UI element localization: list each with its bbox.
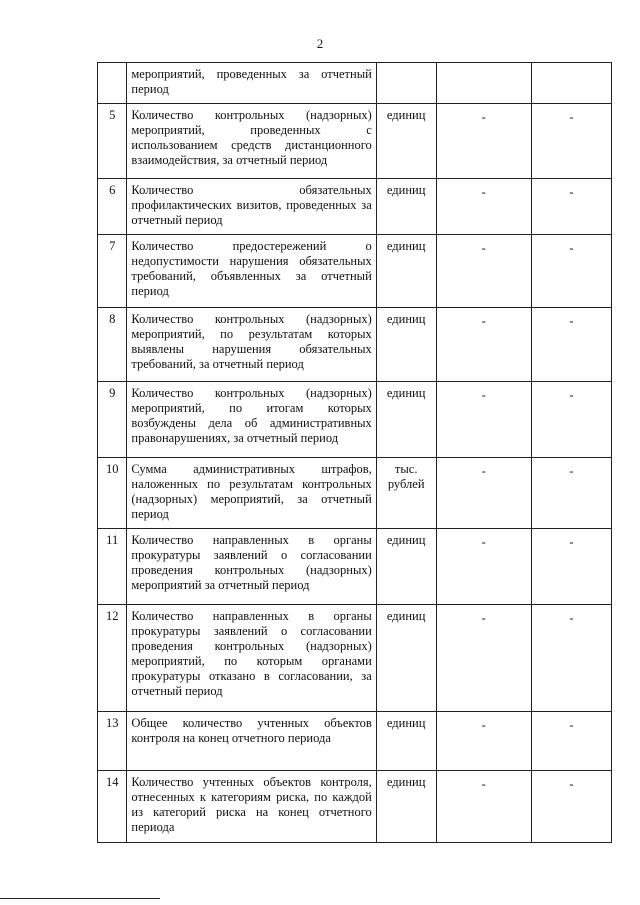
dash-value: -	[569, 535, 574, 549]
value-cell-2	[531, 235, 611, 308]
dash-value: -	[481, 464, 486, 478]
unit-cell: единиц	[376, 712, 436, 771]
value-cell-2	[531, 771, 611, 843]
dash-value: -	[481, 241, 486, 255]
indicator-name: Количество контрольных (надзорных) мероприятий, по итогам которых возбуждены дела об административных правонарушениях, за отчетный период	[127, 382, 376, 458]
dash-value: -	[481, 777, 486, 791]
row-number: 14	[98, 771, 127, 843]
value-cell-1	[436, 605, 531, 712]
value-cell-1	[436, 458, 531, 529]
value-cell-1	[436, 104, 531, 179]
unit-cell: единиц	[376, 179, 436, 235]
indicator-name: Количество контрольных (надзорных) мероприятий, по результатам которых выявлены нарушения обязательных требований, за отчетный период	[127, 308, 376, 382]
report-table	[97, 62, 612, 843]
row-number	[98, 63, 127, 104]
indicator-name: Количество контрольных (надзорных) мероприятий, проведенных с использованием средств дистанционного взаимодействия, за отчетный период	[127, 104, 376, 179]
row-number: 9	[98, 382, 127, 458]
table-row	[98, 179, 612, 235]
dash-value: -	[481, 388, 486, 402]
dash-value: -	[569, 185, 574, 199]
dash-value: -	[481, 185, 486, 199]
indicator-name: Количество учтенных объектов контроля, отнесенных к категориям риска, по каждой из категорий риска на конец отчетного периода	[127, 771, 376, 843]
value-cell-1	[436, 308, 531, 382]
row-number: 7	[98, 235, 127, 308]
dash-value: -	[569, 314, 574, 328]
indicator-name: Общее количество учтенных объектов контроля на конец отчетного периода	[127, 712, 376, 771]
table-row	[98, 458, 612, 529]
indicator-name: Количество обязательных профилактических визитов, проведенных за отчетный период	[127, 179, 376, 235]
value-cell-2	[531, 712, 611, 771]
dash-value: -	[481, 718, 486, 732]
row-number: 12	[98, 605, 127, 712]
row-number: 11	[98, 529, 127, 605]
dash-value: -	[569, 777, 574, 791]
indicator-name: Сумма административных штрафов, наложенных по результатам контрольных (надзорных) мероприятий, за отчетный период	[127, 458, 376, 529]
value-cell-2	[531, 308, 611, 382]
dash-value: -	[569, 464, 574, 478]
unit-cell: единиц	[376, 605, 436, 712]
value-cell-2	[531, 605, 611, 712]
dash-value: -	[569, 110, 574, 124]
unit-cell: единиц	[376, 235, 436, 308]
value-cell-1	[436, 712, 531, 771]
row-number: 5	[98, 104, 127, 179]
dash-value: -	[569, 611, 574, 625]
indicator-name: мероприятий, проведенных за отчетный период	[127, 63, 376, 104]
value-cell-1	[436, 382, 531, 458]
value-cell-2	[531, 529, 611, 605]
dash-value: -	[481, 314, 486, 328]
value-cell-2	[531, 104, 611, 179]
value-cell-2	[531, 382, 611, 458]
dash-value: -	[569, 241, 574, 255]
row-number: 8	[98, 308, 127, 382]
unit-cell: единиц	[376, 382, 436, 458]
page-number: 2	[316, 36, 324, 51]
dash-value: -	[569, 388, 574, 402]
value-cell-2	[531, 458, 611, 529]
value-cell-2	[531, 179, 611, 235]
table-row	[98, 605, 612, 712]
unit-cell: единиц	[376, 308, 436, 382]
value-cell-1	[436, 771, 531, 843]
value-cell-1	[436, 529, 531, 605]
unit-cell: единиц	[376, 529, 436, 605]
table-row	[98, 382, 612, 458]
unit-cell	[376, 63, 436, 104]
table-row	[98, 235, 612, 308]
unit-cell: единиц	[376, 104, 436, 179]
indicator-name: Количество направленных в органы прокуратуры заявлений о согласовании проведения контрольных (надзорных) мероприятий, по которым органами прокуратуры отказано в согласовании, за отчетный период	[127, 605, 376, 712]
value-cell-1	[436, 179, 531, 235]
dash-value: -	[481, 535, 486, 549]
dash-value: -	[481, 110, 486, 124]
row-number: 13	[98, 712, 127, 771]
row-number: 6	[98, 179, 127, 235]
value-cell-2	[531, 63, 611, 104]
indicator-name: Количество предостережений о недопустимости нарушения обязательных требований, объявленных за отчетный период	[127, 235, 376, 308]
dash-value: -	[481, 611, 486, 625]
value-cell-1	[436, 235, 531, 308]
unit-cell: единиц	[376, 771, 436, 843]
table-row	[98, 63, 612, 104]
indicator-name: Количество направленных в органы прокуратуры заявлений о согласовании проведения контрольных (надзорных) мероприятий за отчетный период	[127, 529, 376, 605]
table-row	[98, 771, 612, 843]
unit-cell: тыс. рублей	[376, 458, 436, 529]
table-row	[98, 529, 612, 605]
table-row	[98, 308, 612, 382]
table-row	[98, 104, 612, 179]
footnote-separator	[0, 898, 160, 899]
value-cell-1	[436, 63, 531, 104]
table-row	[98, 712, 612, 771]
dash-value: -	[569, 718, 574, 732]
row-number: 10	[98, 458, 127, 529]
